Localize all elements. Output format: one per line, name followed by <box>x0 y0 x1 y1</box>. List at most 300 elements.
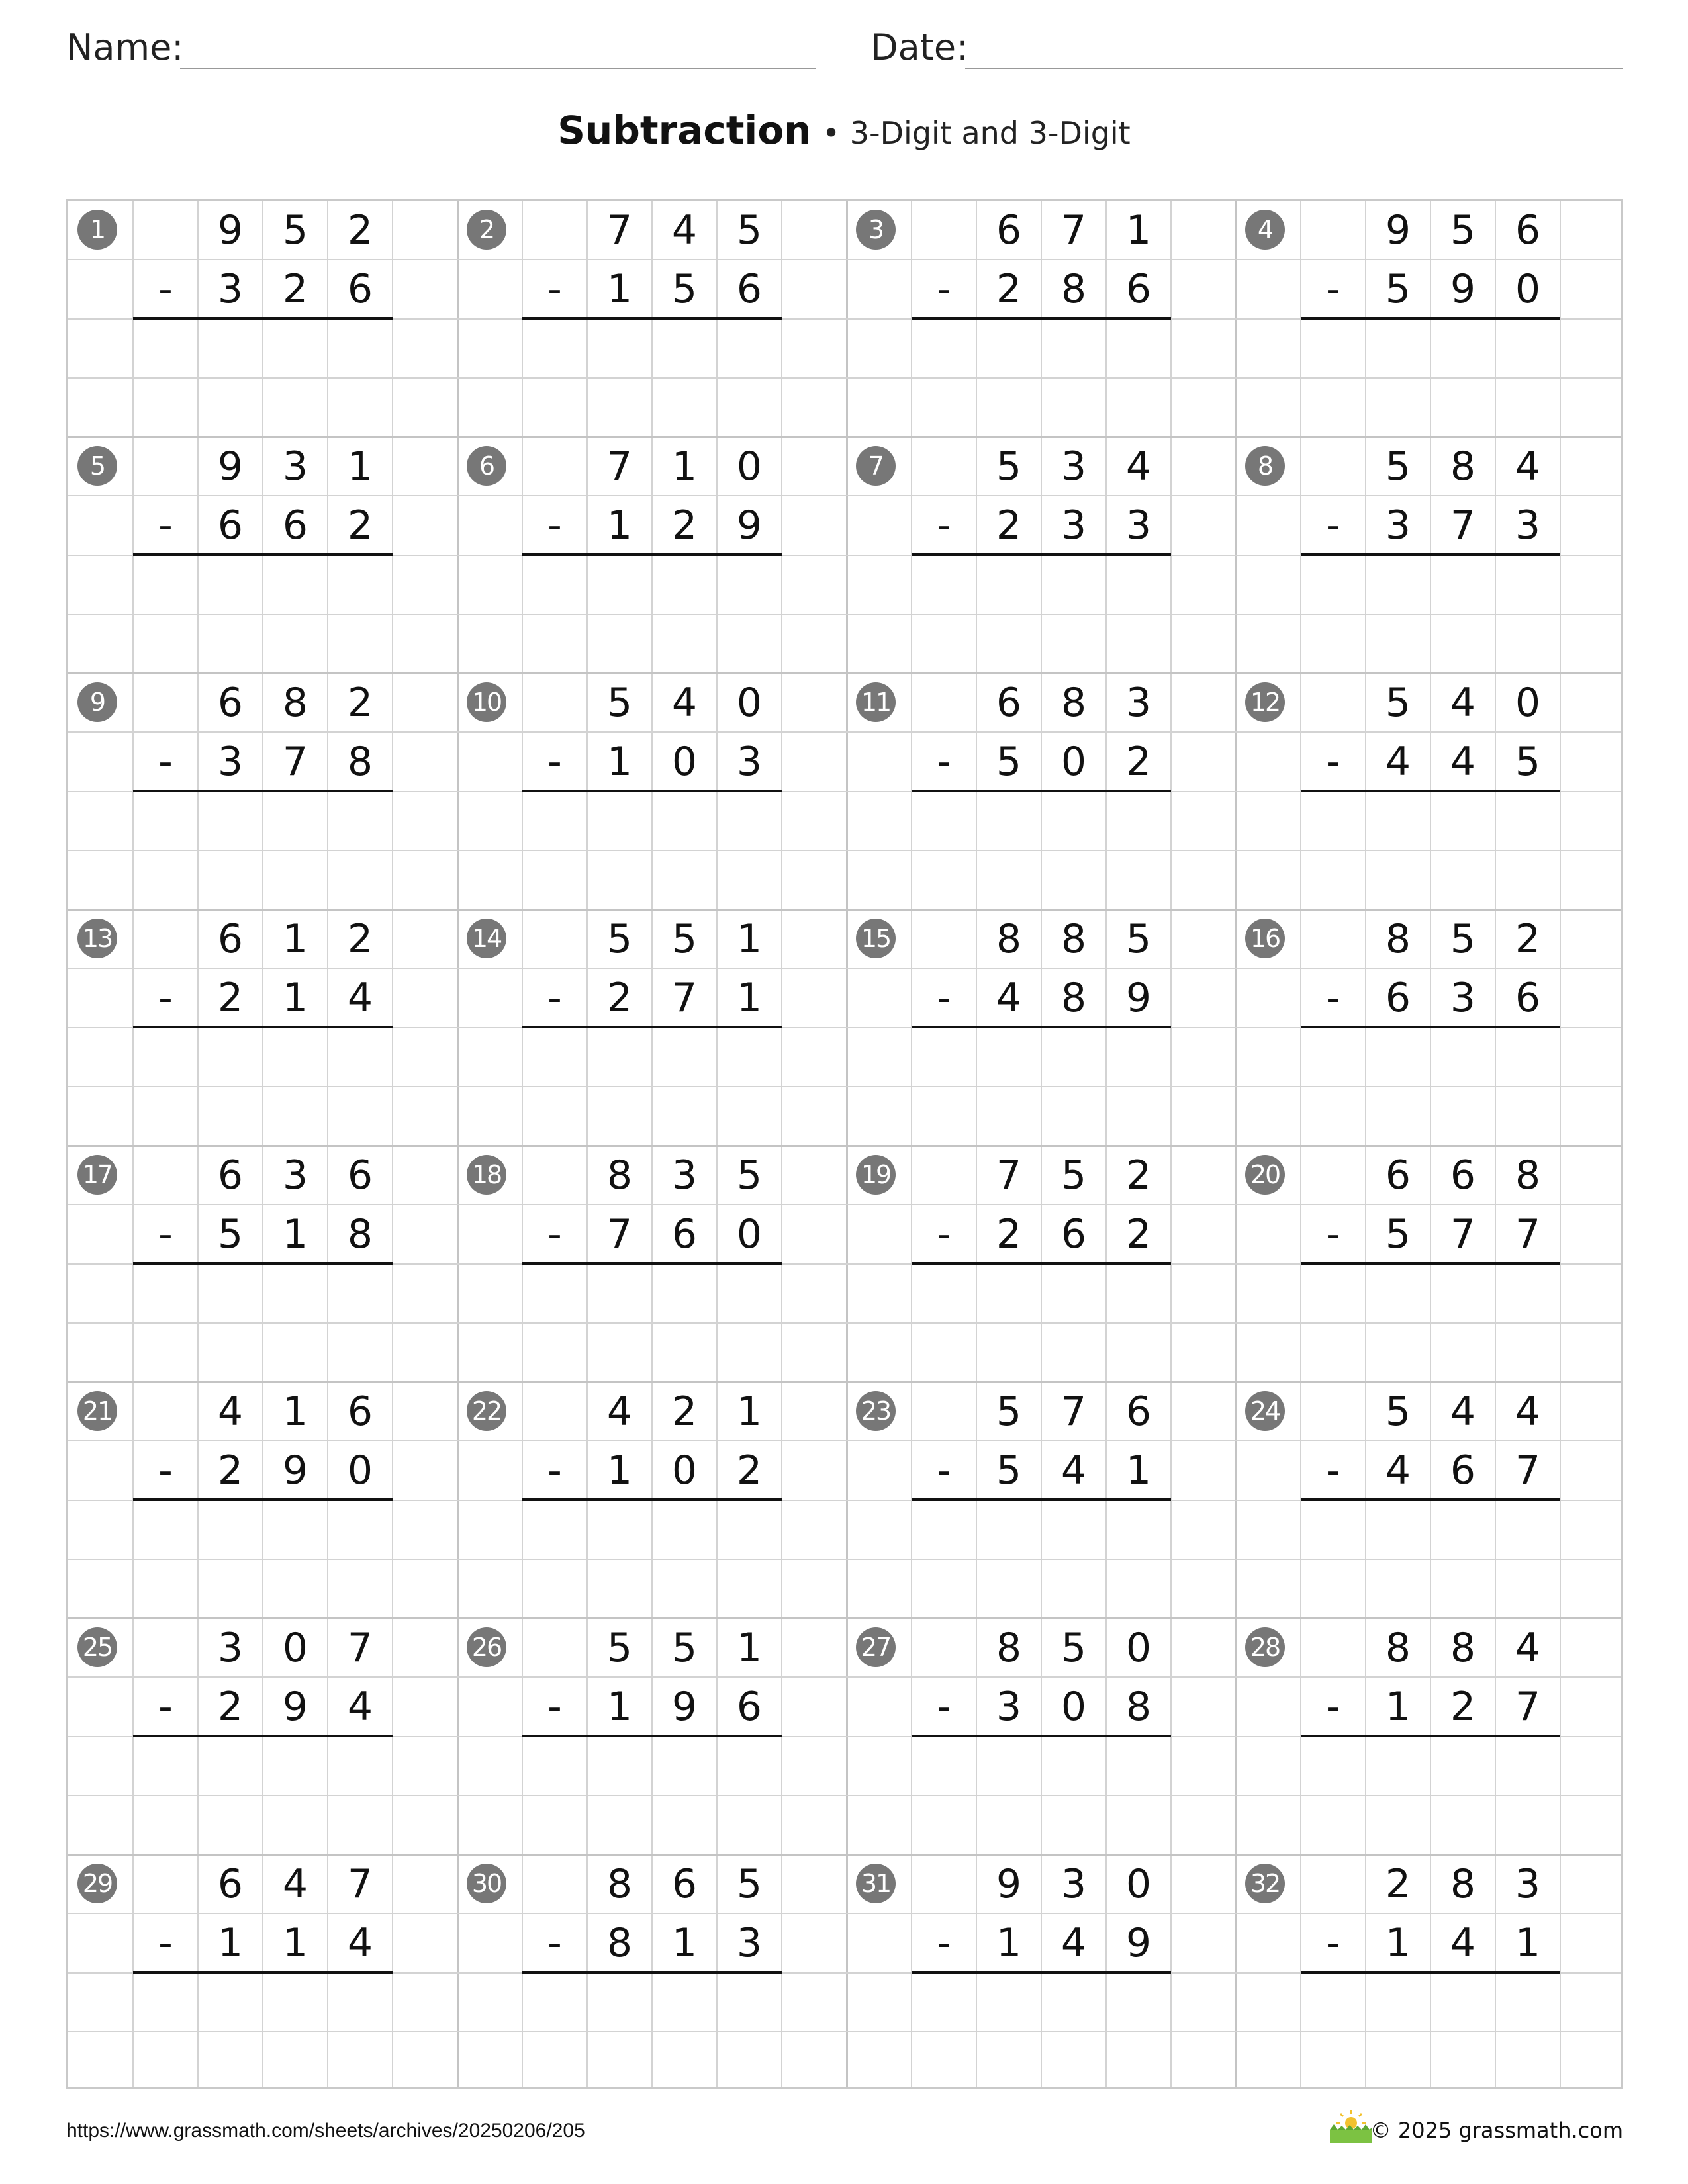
answer-area[interactable] <box>912 1087 1171 1146</box>
top-digit: 2 <box>1515 915 1541 962</box>
answer-area[interactable] <box>1301 319 1560 378</box>
title-sub: • 3-Digit and 3-Digit <box>822 115 1131 151</box>
answer-area[interactable] <box>912 1500 1171 1559</box>
top-digit: 9 <box>1385 206 1411 253</box>
bottom-digit: 9 <box>671 1683 698 1730</box>
answer-area[interactable] <box>912 614 1171 673</box>
bottom-digit: 2 <box>347 502 373 549</box>
answer-area[interactable] <box>912 1973 1171 2032</box>
answer-area[interactable] <box>522 792 782 850</box>
minus-sign: - <box>547 1919 562 1966</box>
minus-sign: - <box>937 738 951 785</box>
bottom-digit: 1 <box>671 1919 698 1966</box>
problem-number-badge: 22 <box>467 1391 506 1431</box>
bottom-digit: 5 <box>1385 1210 1411 1257</box>
problem-number-badge: 32 <box>1245 1864 1285 1903</box>
bottom-digit: 1 <box>606 502 633 549</box>
footer-copyright: © 2025 grassmath.com <box>1370 2118 1623 2143</box>
problem-number-badge: 24 <box>1245 1391 1285 1431</box>
footer-url: https://www.grassmath.com/sheets/archives/20250206/205 <box>66 2120 585 2142</box>
bottom-digit: 6 <box>736 1683 763 1730</box>
bottom-digit: 7 <box>282 738 308 785</box>
top-digit: 5 <box>606 1624 633 1671</box>
top-digit: 6 <box>1515 206 1541 253</box>
bottom-digit: 9 <box>1125 974 1152 1021</box>
bottom-digit: 9 <box>282 1447 308 1494</box>
grid-major-line <box>1235 201 1237 2087</box>
problem-number-badge: 23 <box>856 1391 896 1431</box>
bottom-digit: 1 <box>606 1447 633 1494</box>
answer-area[interactable] <box>912 792 1171 850</box>
minus-sign: - <box>1326 1210 1340 1257</box>
bottom-digit: 6 <box>671 1210 698 1257</box>
minus-sign: - <box>1326 1919 1340 1966</box>
minus-sign: - <box>158 265 173 312</box>
problem-number-badge: 13 <box>77 919 117 958</box>
bottom-digit: 1 <box>282 1210 308 1257</box>
top-digit: 5 <box>996 1388 1022 1435</box>
top-digit: 1 <box>282 1388 308 1435</box>
top-digit: 8 <box>606 1860 633 1907</box>
bottom-digit: 9 <box>1125 1919 1152 1966</box>
top-digit: 5 <box>1450 206 1476 253</box>
bottom-digit: 3 <box>1125 502 1152 549</box>
bottom-digit: 7 <box>1515 1210 1541 1257</box>
minus-sign: - <box>1326 502 1340 549</box>
answer-area[interactable] <box>133 1087 393 1146</box>
bottom-digit: 3 <box>1060 502 1087 549</box>
answer-area[interactable] <box>133 319 393 378</box>
top-digit: 3 <box>217 1624 244 1671</box>
bottom-digit: 2 <box>217 1447 244 1494</box>
problem-number-badge: 7 <box>856 446 896 486</box>
top-digit: 4 <box>1515 1624 1541 1671</box>
bottom-digit: 2 <box>996 502 1022 549</box>
answer-area[interactable] <box>133 1559 393 1618</box>
top-digit: 3 <box>282 1152 308 1199</box>
bottom-digit: 2 <box>671 502 698 549</box>
problem-number-badge: 21 <box>77 1391 117 1431</box>
answer-area[interactable] <box>912 1796 1171 1854</box>
problem-number-badge: 31 <box>856 1864 896 1903</box>
name-line[interactable] <box>180 68 816 69</box>
top-digit: 3 <box>1060 1860 1087 1907</box>
top-digit: 2 <box>1125 1152 1152 1199</box>
problem-number-badge: 8 <box>1245 446 1285 486</box>
answer-area[interactable] <box>522 1087 782 1146</box>
top-digit: 5 <box>282 206 308 253</box>
top-digit: 7 <box>347 1860 373 1907</box>
top-digit: 8 <box>1060 679 1087 726</box>
bottom-digit: 8 <box>347 1210 373 1257</box>
answer-area[interactable] <box>133 1264 393 1323</box>
bottom-digit: 5 <box>1515 738 1541 785</box>
answer-area[interactable] <box>133 1973 393 2032</box>
minus-sign: - <box>937 1447 951 1494</box>
bottom-digit: 2 <box>736 1447 763 1494</box>
bottom-digit: 1 <box>606 738 633 785</box>
bottom-digit: 2 <box>996 1210 1022 1257</box>
top-digit: 1 <box>736 915 763 962</box>
top-digit: 3 <box>671 1152 698 1199</box>
answer-area[interactable] <box>522 1559 782 1618</box>
top-digit: 5 <box>1125 915 1152 962</box>
minus-sign: - <box>1326 1683 1340 1730</box>
worksheet-title <box>0 101 1688 163</box>
answer-area[interactable] <box>912 1737 1171 1796</box>
top-digit: 6 <box>217 915 244 962</box>
bottom-digit: 8 <box>1060 974 1087 1021</box>
answer-area[interactable] <box>522 1500 782 1559</box>
answer-area[interactable] <box>133 1028 393 1087</box>
top-digit: 5 <box>606 915 633 962</box>
problem-number-badge: 1 <box>77 210 117 250</box>
bottom-digit: 2 <box>996 265 1022 312</box>
problem-number-badge: 12 <box>1245 682 1285 722</box>
answer-area[interactable] <box>1301 1973 1560 2032</box>
answer-area[interactable] <box>1301 1500 1560 1559</box>
top-digit: 3 <box>282 443 308 490</box>
top-digit: 4 <box>1450 679 1476 726</box>
bottom-digit: 9 <box>736 502 763 549</box>
top-digit: 4 <box>1515 443 1541 490</box>
answer-area[interactable] <box>522 850 782 909</box>
minus-sign: - <box>937 1919 951 1966</box>
bottom-digit: 8 <box>1125 1683 1152 1730</box>
answer-area[interactable] <box>133 1796 393 1854</box>
minus-sign: - <box>1326 1447 1340 1494</box>
answer-area[interactable] <box>522 319 782 378</box>
problem-number-badge: 10 <box>467 682 506 722</box>
minus-sign: - <box>547 974 562 1021</box>
bottom-digit: 4 <box>1060 1447 1087 1494</box>
top-digit: 7 <box>1060 1388 1087 1435</box>
problem-number-badge: 26 <box>467 1627 506 1667</box>
top-digit: 2 <box>347 206 373 253</box>
bottom-digit: 4 <box>1450 1919 1476 1966</box>
bottom-digit: 7 <box>606 1210 633 1257</box>
bottom-digit: 4 <box>1385 738 1411 785</box>
bottom-digit: 2 <box>282 265 308 312</box>
minus-sign: - <box>547 502 562 549</box>
top-digit: 0 <box>736 443 763 490</box>
bottom-digit: 7 <box>1450 1210 1476 1257</box>
answer-area[interactable] <box>1301 1264 1560 1323</box>
bottom-digit: 1 <box>217 1919 244 1966</box>
top-digit: 8 <box>1515 1152 1541 1199</box>
bottom-digit: 2 <box>217 1683 244 1730</box>
top-digit: 6 <box>1125 1388 1152 1435</box>
bottom-digit: 3 <box>1515 502 1541 549</box>
date-label: Date: <box>870 26 968 68</box>
top-digit: 5 <box>606 679 633 726</box>
top-digit: 5 <box>736 1860 763 1907</box>
minus-sign: - <box>1326 738 1340 785</box>
bottom-digit: 3 <box>736 738 763 785</box>
grass-sun-logo-icon <box>1327 2106 1375 2146</box>
answer-area[interactable] <box>133 2032 393 2091</box>
problem-number-badge: 30 <box>467 1864 506 1903</box>
top-digit: 5 <box>1060 1152 1087 1199</box>
problem-number-badge: 20 <box>1245 1155 1285 1195</box>
top-digit: 4 <box>1125 443 1152 490</box>
top-digit: 5 <box>1385 679 1411 726</box>
minus-sign: - <box>937 1683 951 1730</box>
problem-number-badge: 29 <box>77 1864 117 1903</box>
top-digit: 6 <box>996 206 1022 253</box>
top-digit: 5 <box>1060 1624 1087 1671</box>
answer-area[interactable] <box>522 614 782 673</box>
bottom-digit: 2 <box>606 974 633 1021</box>
answer-area[interactable] <box>133 614 393 673</box>
top-digit: 5 <box>1385 443 1411 490</box>
answer-area[interactable] <box>912 378 1171 437</box>
bottom-digit: 4 <box>347 974 373 1021</box>
minus-sign: - <box>1326 265 1340 312</box>
answer-area[interactable] <box>133 850 393 909</box>
answer-area[interactable] <box>522 378 782 437</box>
bottom-digit: 6 <box>217 502 244 549</box>
top-digit: 8 <box>282 679 308 726</box>
bottom-digit: 0 <box>736 1210 763 1257</box>
answer-area[interactable] <box>912 1264 1171 1323</box>
bottom-digit: 0 <box>1515 265 1541 312</box>
answer-area[interactable] <box>133 792 393 850</box>
answer-area[interactable] <box>1301 1796 1560 1854</box>
answer-area[interactable] <box>1301 1323 1560 1382</box>
answer-area[interactable] <box>1301 1559 1560 1618</box>
answer-area[interactable] <box>912 1559 1171 1618</box>
top-digit: 7 <box>1060 206 1087 253</box>
bottom-digit: 2 <box>1125 1210 1152 1257</box>
minus-sign: - <box>158 1919 173 1966</box>
bottom-digit: 0 <box>671 1447 698 1494</box>
minus-sign: - <box>937 265 951 312</box>
answer-area[interactable] <box>522 1264 782 1323</box>
bottom-digit: 5 <box>1385 265 1411 312</box>
top-digit: 8 <box>606 1152 633 1199</box>
minus-sign: - <box>937 1210 951 1257</box>
answer-area[interactable] <box>522 1737 782 1796</box>
answer-area[interactable] <box>912 319 1171 378</box>
minus-sign: - <box>937 974 951 1021</box>
minus-sign: - <box>158 738 173 785</box>
problem-grid <box>66 199 1623 2089</box>
answer-area[interactable] <box>1301 792 1560 850</box>
problem-number-badge: 11 <box>856 682 896 722</box>
problem-number-badge: 15 <box>856 919 896 958</box>
minus-sign: - <box>547 1210 562 1257</box>
problem-number-badge: 18 <box>467 1155 506 1195</box>
top-digit: 8 <box>1060 915 1087 962</box>
problem-number-badge: 28 <box>1245 1627 1285 1667</box>
minus-sign: - <box>547 265 562 312</box>
answer-area[interactable] <box>912 1028 1171 1087</box>
bottom-digit: 6 <box>282 502 308 549</box>
top-digit: 5 <box>996 443 1022 490</box>
top-digit: 5 <box>1450 915 1476 962</box>
answer-area[interactable] <box>133 1500 393 1559</box>
bottom-digit: 6 <box>1450 1447 1476 1494</box>
answer-area[interactable] <box>1301 378 1560 437</box>
top-digit: 4 <box>671 679 698 726</box>
bottom-digit: 1 <box>1515 1919 1541 1966</box>
bottom-digit: 5 <box>217 1210 244 1257</box>
top-digit: 4 <box>1450 1388 1476 1435</box>
bottom-digit: 5 <box>996 738 1022 785</box>
top-digit: 7 <box>996 1152 1022 1199</box>
minus-sign: - <box>158 502 173 549</box>
minus-sign: - <box>547 1447 562 1494</box>
minus-sign: - <box>158 1683 173 1730</box>
top-digit: 6 <box>996 679 1022 726</box>
bottom-digit: 7 <box>1515 1447 1541 1494</box>
answer-area[interactable] <box>522 1796 782 1854</box>
answer-area[interactable] <box>522 2032 782 2091</box>
minus-sign: - <box>547 1683 562 1730</box>
answer-area[interactable] <box>522 1973 782 2032</box>
minus-sign: - <box>547 738 562 785</box>
grid-major-line <box>457 201 459 2087</box>
top-digit: 6 <box>347 1152 373 1199</box>
bottom-digit: 1 <box>606 265 633 312</box>
bottom-digit: 1 <box>1385 1683 1411 1730</box>
bottom-digit: 1 <box>1125 1447 1152 1494</box>
answer-area[interactable] <box>912 2032 1171 2091</box>
answer-area[interactable] <box>1301 2032 1560 2091</box>
problem-number-badge: 25 <box>77 1627 117 1667</box>
problem-number-badge: 17 <box>77 1155 117 1195</box>
name-label: Name: <box>66 26 184 68</box>
top-digit: 8 <box>1385 1624 1411 1671</box>
answer-area[interactable] <box>1301 614 1560 673</box>
top-digit: 9 <box>996 1860 1022 1907</box>
problem-number-badge: 27 <box>856 1627 896 1667</box>
bottom-digit: 1 <box>282 1919 308 1966</box>
top-digit: 1 <box>736 1388 763 1435</box>
answer-area[interactable] <box>522 1323 782 1382</box>
answer-area[interactable] <box>1301 1087 1560 1146</box>
answer-area[interactable] <box>522 555 782 614</box>
bottom-digit: 1 <box>736 974 763 1021</box>
top-digit: 1 <box>671 443 698 490</box>
bottom-digit: 4 <box>1450 738 1476 785</box>
bottom-digit: 1 <box>282 974 308 1021</box>
bottom-digit: 7 <box>671 974 698 1021</box>
bottom-digit: 8 <box>347 738 373 785</box>
bottom-digit: 2 <box>1125 738 1152 785</box>
top-digit: 6 <box>1385 1152 1411 1199</box>
bottom-digit: 7 <box>1515 1683 1541 1730</box>
top-digit: 9 <box>217 443 244 490</box>
answer-area[interactable] <box>1301 555 1560 614</box>
bottom-digit: 0 <box>1060 738 1087 785</box>
top-digit: 1 <box>736 1624 763 1671</box>
top-digit: 4 <box>282 1860 308 1907</box>
bottom-digit: 4 <box>347 1919 373 1966</box>
answer-area[interactable] <box>133 555 393 614</box>
answer-area[interactable] <box>133 1737 393 1796</box>
top-digit: 3 <box>1515 1860 1541 1907</box>
top-digit: 4 <box>671 206 698 253</box>
bottom-digit: 3 <box>217 738 244 785</box>
bottom-digit: 3 <box>1385 502 1411 549</box>
answer-area[interactable] <box>1301 1737 1560 1796</box>
top-digit: 0 <box>1125 1624 1152 1671</box>
top-digit: 1 <box>347 443 373 490</box>
bottom-digit: 5 <box>996 1447 1022 1494</box>
top-digit: 1 <box>1125 206 1152 253</box>
answer-area[interactable] <box>912 1323 1171 1382</box>
problem-number-badge: 6 <box>467 446 506 486</box>
bottom-digit: 3 <box>217 265 244 312</box>
grid-major-line <box>846 201 848 2087</box>
problem-number-badge: 4 <box>1245 210 1285 250</box>
top-digit: 0 <box>282 1624 308 1671</box>
top-digit: 9 <box>217 206 244 253</box>
top-digit: 3 <box>1060 443 1087 490</box>
problem-number-badge: 9 <box>77 682 117 722</box>
answer-area[interactable] <box>1301 1028 1560 1087</box>
top-digit: 8 <box>996 1624 1022 1671</box>
bottom-digit: 6 <box>1385 974 1411 1021</box>
bottom-digit: 7 <box>1450 502 1476 549</box>
top-digit: 6 <box>217 1860 244 1907</box>
bottom-digit: 1 <box>1385 1919 1411 1966</box>
answer-area[interactable] <box>522 1028 782 1087</box>
top-digit: 7 <box>347 1624 373 1671</box>
problem-number-badge: 3 <box>856 210 896 250</box>
top-digit: 2 <box>1385 1860 1411 1907</box>
answer-area[interactable] <box>912 850 1171 909</box>
minus-sign: - <box>158 974 173 1021</box>
bottom-digit: 2 <box>1450 1683 1476 1730</box>
top-digit: 4 <box>606 1388 633 1435</box>
top-digit: 0 <box>1515 679 1541 726</box>
bottom-digit: 0 <box>347 1447 373 1494</box>
title-main: Subtraction <box>557 108 812 153</box>
top-digit: 5 <box>671 1624 698 1671</box>
top-digit: 2 <box>347 915 373 962</box>
bottom-digit: 4 <box>1060 1919 1087 1966</box>
bottom-digit: 6 <box>1060 1210 1087 1257</box>
bottom-digit: 0 <box>671 738 698 785</box>
answer-area[interactable] <box>912 555 1171 614</box>
minus-sign: - <box>158 1447 173 1494</box>
top-digit: 8 <box>1450 1860 1476 1907</box>
bottom-digit: 1 <box>606 1683 633 1730</box>
top-digit: 6 <box>1450 1152 1476 1199</box>
bottom-digit: 3 <box>736 1919 763 1966</box>
top-digit: 5 <box>671 915 698 962</box>
minus-sign: - <box>937 502 951 549</box>
bottom-digit: 4 <box>347 1683 373 1730</box>
bottom-digit: 2 <box>217 974 244 1021</box>
bottom-digit: 6 <box>736 265 763 312</box>
top-digit: 3 <box>1125 679 1152 726</box>
problem-number-badge: 19 <box>856 1155 896 1195</box>
problem-number-badge: 5 <box>77 446 117 486</box>
bottom-digit: 6 <box>347 265 373 312</box>
answer-area[interactable] <box>1301 850 1560 909</box>
answer-area[interactable] <box>133 1323 393 1382</box>
answer-area[interactable] <box>133 378 393 437</box>
top-digit: 7 <box>606 206 633 253</box>
date-line[interactable] <box>965 68 1623 69</box>
bottom-digit: 8 <box>1060 265 1087 312</box>
bottom-digit: 4 <box>996 974 1022 1021</box>
top-digit: 6 <box>217 1152 244 1199</box>
